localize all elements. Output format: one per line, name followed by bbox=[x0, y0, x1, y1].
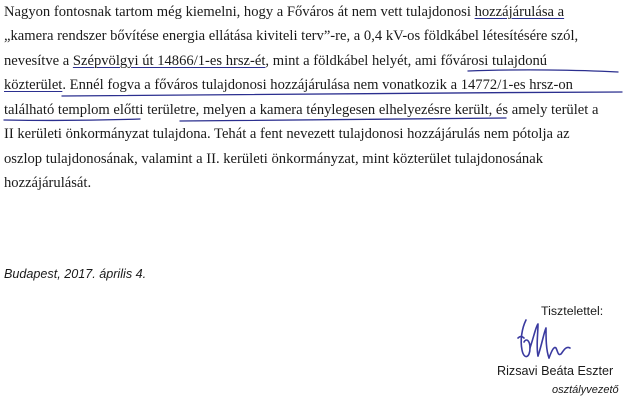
body-line-5: található templom előtti területre, melyen a kamera ténylegesen elhelyezésre került, és amely terület a bbox=[4, 102, 599, 118]
body-line-2: „kamera rendszer bővítése energia ellátása kiviteli terv”-re, a 0,4 kV-os földkábel létesítésére szól, bbox=[4, 28, 579, 44]
underlined-address: Szépvölgyi út 14866/1-es hrsz-ét bbox=[72, 53, 266, 69]
closing-greeting: Tisztelettel: bbox=[541, 304, 604, 318]
underlined-phrase: hozzájárulása a bbox=[474, 4, 565, 20]
body-line-7: oszlop tulajdonosának, valamint a II. kerületi önkormányzat, mint közterület tulajdonosának bbox=[4, 151, 544, 167]
body-line-4: közterület. Ennél fogva a főváros tulajdonosi hozzájárulása nem vonatkozik a 14772/1-es hrsz-on bbox=[4, 77, 573, 93]
underlined-word: közterület bbox=[4, 77, 63, 93]
body-line-1: Nagyon fontosnak tartom még kiemelni, hogy a Főváros át nem vett tulajdonosi hozzájárulása a bbox=[4, 4, 565, 20]
underline-fovarosi-tulajdonu bbox=[468, 70, 618, 72]
body-line-3: nevesítve a Szépvölgyi út 14866/1-es hrsz-ét, mint a földkábel helyét, ami fővárosi tulajdonú bbox=[4, 53, 548, 69]
body-line-8: hozzájárulását. bbox=[4, 175, 92, 191]
underline-line5a bbox=[4, 119, 140, 120]
letter-date: Budapest, 2017. április 4. bbox=[4, 267, 147, 281]
handwritten-signature bbox=[516, 318, 580, 364]
signer-title: osztályvezető bbox=[552, 384, 619, 396]
signer-name: Rizsavi Beáta Eszter bbox=[497, 364, 614, 378]
body-line-6: II kerületi önkormányzat tulajdona. Tehát a fent nevezett tulajdonosi hozzájárulás nem pótolja az bbox=[4, 126, 570, 142]
